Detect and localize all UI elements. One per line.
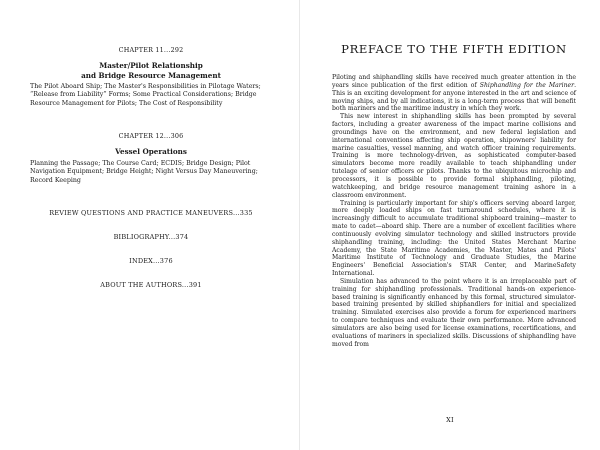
preface-paragraph: Simulation has advanced to the point where it is an irreplaceable part of training for shiphandling professionals. Traditional hands-on experience-based training is significantly enhanced by this formal, structured simulator-based training presented by skilled shiphandlers for initial and specialized training. Simulated exercises also provide a forum for experienced mariners to compare techniques and evaluate their own performance. More advanced simulators are also being used for license examinations, recertifications, and evaluations of mariners in specialized skills. Discussions of shiphandling have moved from xyxy=(332,277,576,348)
toc-entry-bibliography: BIBLIOGRAPHY...374 xyxy=(113,232,189,241)
chapter-heading: CHAPTER 12...306 xyxy=(118,132,184,141)
toc-entry-review-questions: REVIEW QUESTIONS AND PRACTICE MANEUVERS...335 xyxy=(49,208,253,217)
chapter-topics: The Pilot Aboard Ship; The Master's Responsibilities in Pilotage Waters; “Release from Liability” Forms; Some Practical Considerations; Bridge Resource Management for Pilots; The Cost of Responsibility xyxy=(30,83,261,107)
chapter-title xyxy=(30,61,272,80)
chapter-11-entry xyxy=(30,46,272,108)
chapter-heading: CHAPTER 11...292 xyxy=(118,46,184,54)
preface-paragraph xyxy=(332,74,576,113)
preface-paragraph: Training is particularly important for ship's officers serving aboard larger, more deeply loaded ships on fast turnaround schedules, where it is increasingly difficult to accumulate traditional shipboard training—master to mate to cadet—aboard ship. There are a number of excellent facilities where continuously evolving simulator technology and skilled instructors provide shiphandling training, including: the United States Merchant Marine Academy, the State Maritime Academies, the Master, Mates and Pilots' Maritime Institute of Technology and Graduate Studies, the Marine Engineers' Beneficial Association's STAR Center, and MarineSafety International. xyxy=(332,199,576,278)
book-title-italic: Shiphandling for the Mariner xyxy=(479,81,575,89)
toc-entry-index: INDEX...376 xyxy=(129,256,173,265)
preface-paragraph: This new interest in shiphandling skills has been prompted by several factors, including a greater awareness of the impact marine collisions and groundings have on the environment, and new federal legislation and international conventions affecting ship operation, shipowners' liability for marine casualties, vessel manning, and watch officer training requirements. Training is more technology-driven, as sophisticated computer-based simulators become more readily available to teach shiphandling under tutelage of senior officers or pilots. Thanks to the ubiquitous microchip and processors, it is possible to provide formal shiphandling, piloting, watchkeeping, and bridge resource management training ashore in a classroom environment. xyxy=(332,113,576,199)
chapter-title-line: and Bridge Resource Management xyxy=(81,70,221,80)
paragraph-text: . This is an exciting development for anyone interested in the art and science of moving ships, and by all indications, it is a long-term process that will benefit both mariners and the maritime industry in which they work. xyxy=(332,81,576,113)
paragraph-text: Piloting and shiphandling skills have received much greater attention in the years since publication of the first edition of xyxy=(332,74,576,89)
chapter-topics: Planning the Passage; The Course Card; ECDIS; Bridge Design; Pilot Navigation Equipment; Bridge Height; Night Versus Day Maneuvering; Record Keeping xyxy=(30,159,258,184)
chapter-title: Vessel Operations xyxy=(115,147,187,157)
chapter-12-entry xyxy=(30,132,272,185)
preface-title: PREFACE TO THE FIFTH EDITION xyxy=(341,42,567,56)
back-matter-list xyxy=(30,209,272,289)
right-page-preface xyxy=(300,0,600,450)
page-number: XI xyxy=(446,416,454,424)
chapter-title-line: Master/Pilot Relationship xyxy=(99,61,203,70)
toc-entry-about-authors: ABOUT THE AUTHORS...391 xyxy=(100,280,202,289)
